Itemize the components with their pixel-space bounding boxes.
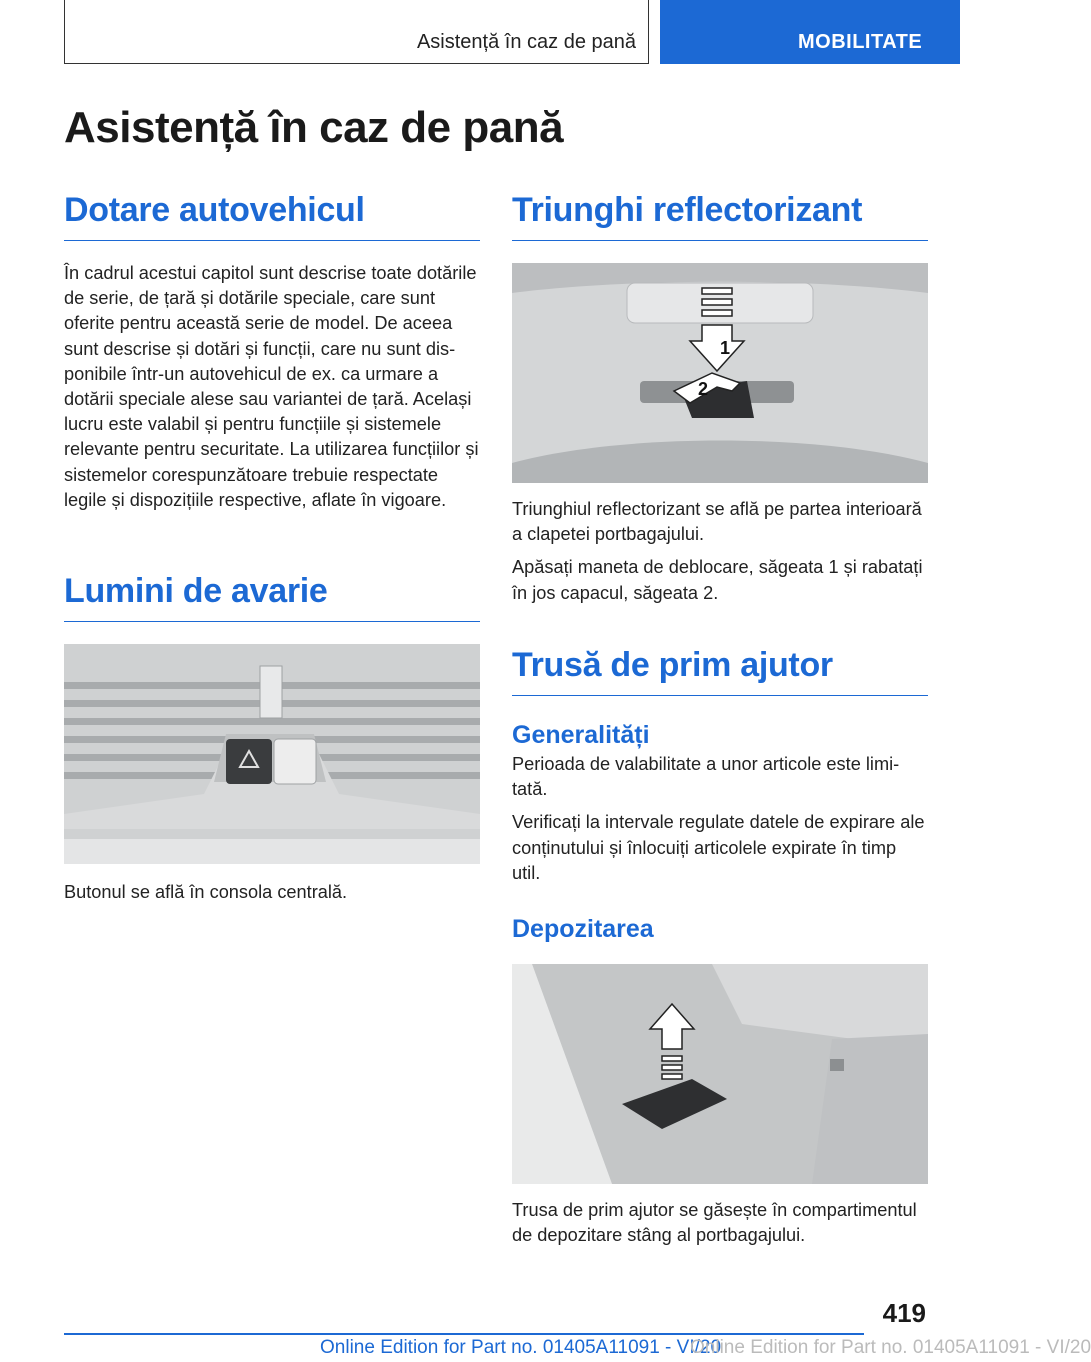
heading-depozitarea: Depozitarea: [512, 915, 654, 944]
paragraph-generalitati-2: Verificați la intervale regulate datele de expirare ale conținutului și înlocuiți articolele expirate în timp util.: [512, 812, 925, 883]
paragraph-triunghi-2: Apăsați maneta de deblocare, săgeata 1 și rabatați în jos capacul, săgeata 2.: [512, 557, 923, 603]
section-trusa: [512, 645, 928, 1248]
paragraph-dotare: În cadrul acestui capitol sunt descrise toate dotările de serie, de țară și dotările speciale, care sunt oferite pentru această serie de model. De aceea sunt descrise și dotări și funcții, care nu sunt disponibile într-un autovehicul de ex. ca urmare a dotării speciale alese sau variantei de țară. Același lucru este valabil și pentru funcțiile și sistemele relevante pentru securitate. La utilizarea funcțiilor și sistemelor corespunzătoare trebuie respectate legile și dispozițiile respective, aflate în vigoare.: [64, 263, 479, 510]
section-triunghi: [512, 190, 928, 606]
hazard-button-illustration: [64, 644, 480, 864]
first-aid-kit-illustration: [512, 964, 928, 1184]
caption-lumini: Butonul se află în consola centrală.: [64, 882, 348, 902]
warning-triangle-illustration: [512, 263, 928, 483]
paragraph-generalitati-1: Perioada de valabilitate a unor articole este limitată.: [512, 754, 900, 800]
heading-triunghi: Triunghi reflectorizant: [512, 190, 928, 241]
first-aid-kit-drawing: [512, 964, 928, 1184]
section-lumini: [64, 571, 480, 905]
hazard-button-drawing: [64, 644, 480, 864]
paragraph-depozitarea: Trusa de prim ajutor se găsește în compartimentul de depozitare stâng al portbagajului.: [512, 1200, 917, 1246]
header-section-box: [64, 0, 649, 64]
paragraph-triunghi-1: Triunghiul reflectorizant se află pe partea interioară a clapetei portbagajului.: [512, 499, 922, 545]
page-number: 419: [882, 1298, 926, 1328]
heading-trusa: Trusă de prim ajutor: [512, 645, 928, 696]
warning-triangle-drawing: [512, 263, 928, 483]
header-section-title: Asistență în caz de pană: [416, 31, 636, 53]
arrow-2-label: 2: [698, 379, 709, 399]
footer-edition: Online Edition for Part no. 01405A11091 - VI/20: [320, 1337, 722, 1358]
header-chapter-tab[interactable]: [660, 0, 960, 64]
left-column: [64, 190, 480, 513]
heading-dotare: Dotare autovehicul: [64, 190, 480, 241]
heading-generalitati: Generalități: [512, 721, 650, 749]
arrow-1-label: 1: [720, 338, 731, 358]
heading-lumini: Lumini de avarie: [64, 571, 480, 622]
header-chapter-label: MOBILITATE: [798, 31, 923, 53]
page-title: Asistență în caz de pană: [64, 103, 564, 152]
footer-rule: [64, 1333, 864, 1335]
footer-brand[interactable]: Online Edition for Part no. 01405A11091 - VI/20: [690, 1337, 1091, 1358]
